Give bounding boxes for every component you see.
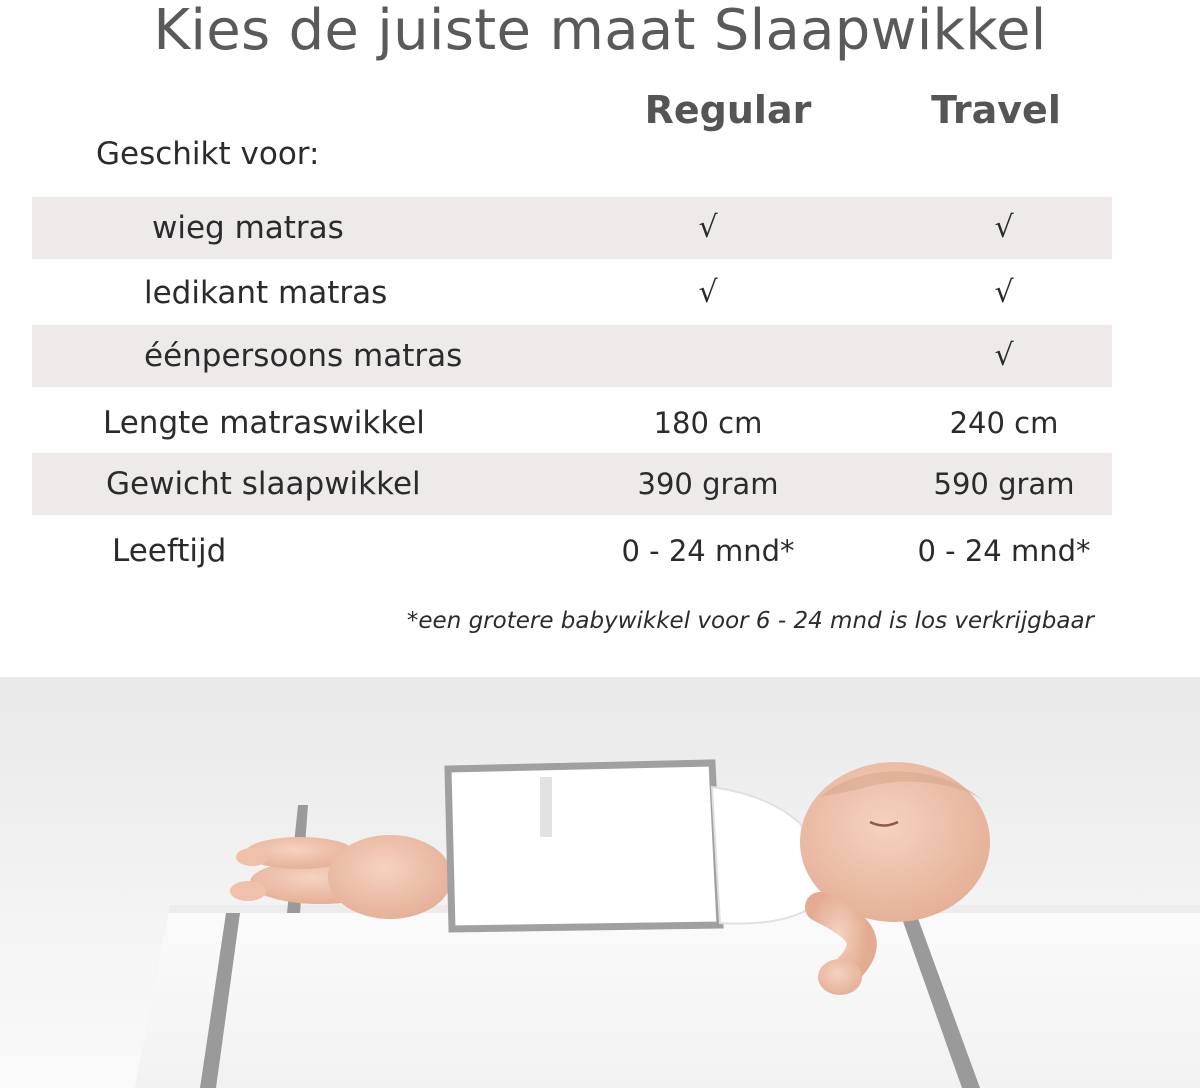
regular-check-icon: √ (698, 210, 718, 245)
regular-value: 390 gram (637, 467, 779, 501)
table-row (32, 262, 1112, 324)
row-label: Lengte matraswikkel (103, 405, 425, 441)
travel-check-icon: √ (994, 275, 1014, 310)
column-header-regular: Regular (644, 88, 812, 132)
regular-value: 180 cm (653, 406, 763, 440)
row-label: Gewicht slaapwikkel (106, 466, 421, 502)
table-row (32, 325, 1112, 387)
regular-value: 0 - 24 mnd* (621, 534, 795, 568)
regular-check-icon: √ (698, 275, 718, 310)
row-label: éénpersoons matras (144, 338, 463, 374)
table-row (32, 392, 1112, 454)
travel-value: 0 - 24 mnd* (917, 534, 1091, 568)
sleeping-baby-illustration-icon (0, 677, 1200, 1088)
column-header-travel: Travel (931, 88, 1061, 132)
table-row (32, 520, 1112, 582)
regular-check-icon (588, 325, 828, 387)
row-label: wieg matras (152, 210, 344, 246)
row-label: Leeftijd (112, 533, 227, 569)
product-photo (0, 677, 1200, 1088)
travel-value: 240 cm (949, 406, 1059, 440)
travel-check-icon: √ (994, 338, 1014, 373)
page-title: Kies de juiste maat Slaapwikkel (153, 0, 1047, 63)
travel-value: 590 gram (933, 467, 1075, 501)
table-row (32, 453, 1112, 515)
table-subheading: Geschikt voor: (96, 136, 320, 172)
footnote: *een grotere babywikkel voor 6 - 24 mnd is los verkrijgbaar (406, 608, 1094, 634)
table-row (32, 197, 1112, 259)
travel-check-icon: √ (994, 210, 1014, 245)
row-label: ledikant matras (144, 275, 388, 311)
